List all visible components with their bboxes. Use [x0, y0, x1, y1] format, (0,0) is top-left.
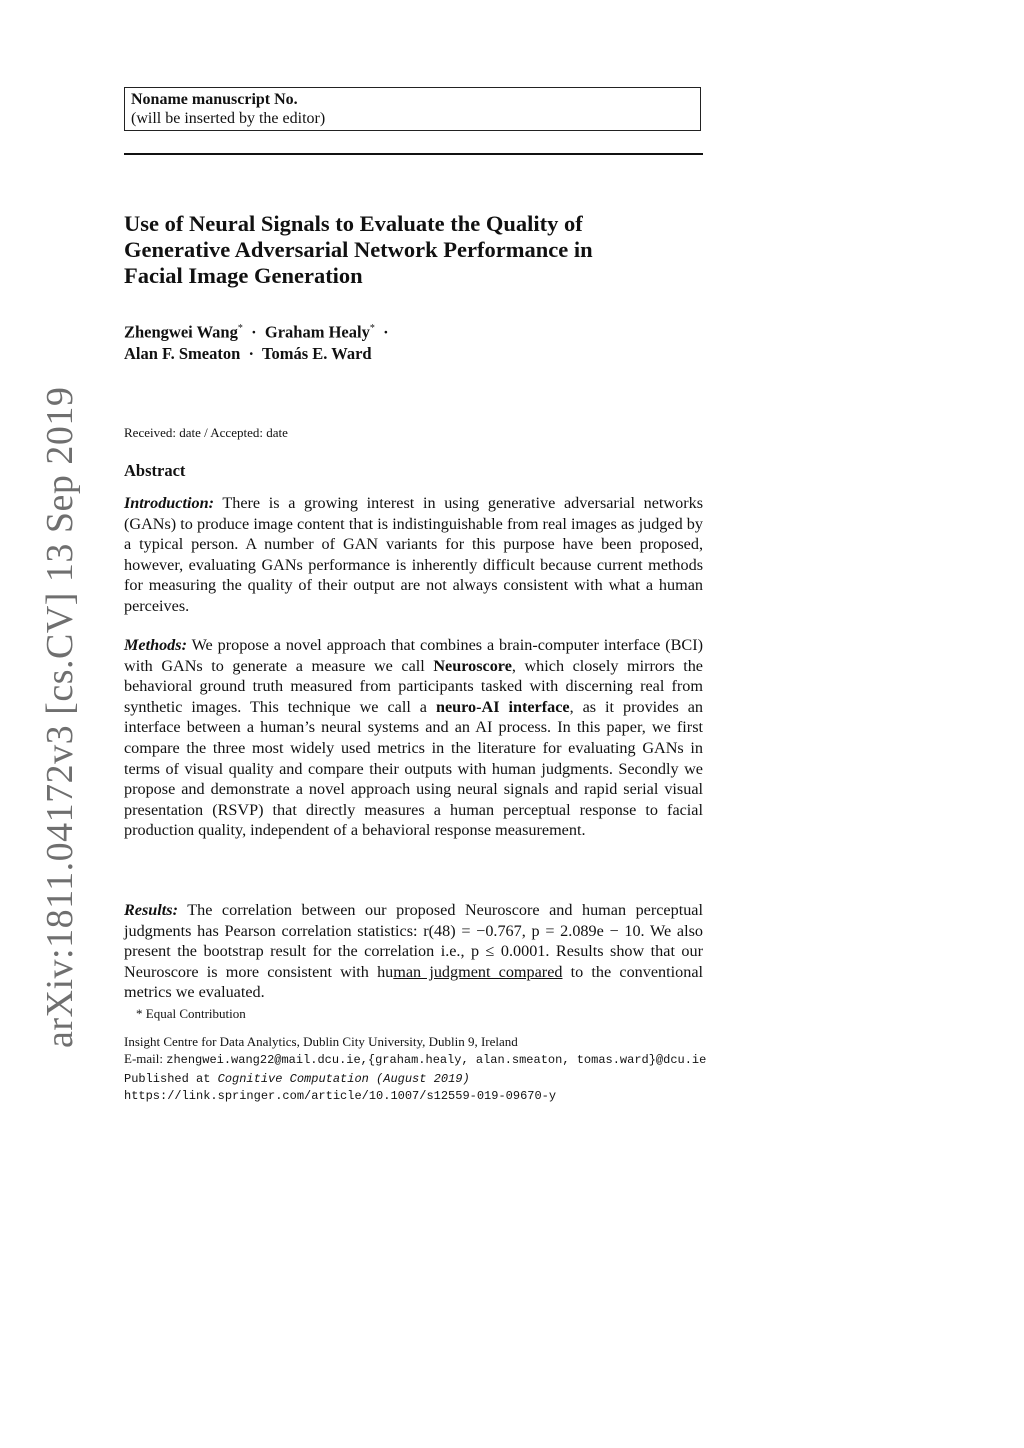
author-list [124, 318, 724, 364]
affiliation-block [124, 1033, 764, 1105]
paragraph-text: The correlation between our proposed Neuroscore and human perceptual judgments has Pearson correlation statistics: r(48) = −0.767, p = 2.089e − 10. We also present the bootstrap result for the correlation i.e., p ≤ 0.0001. Results show that our Neuroscore is more consistent with hu [124, 901, 703, 981]
author-line-2 [124, 343, 724, 364]
published-line [124, 1069, 764, 1088]
author-separator: · [248, 343, 255, 363]
equal-contribution-mark: * [369, 323, 375, 334]
title-line-2: Generative Adversarial Network Performance in [124, 237, 593, 262]
paragraph-text: We propose a novel approach that combines a brain-computer interface (BCI) with GANs to generate a measure we call [124, 636, 703, 675]
email-addresses[interactable]: zhengwei.wang22@mail.dcu.ie,{graham.healy, alan.smeaton, tomas.ward}@dcu.ie [166, 1053, 707, 1067]
received-date-line: Received: date / Accepted: date [124, 425, 288, 440]
paper-title [124, 211, 724, 289]
header-rule [124, 153, 703, 155]
paragraph-text: , as it provides an interface between a human’s neural systems and an AI process. In this paper, we first compare the three most widely used metrics in the literature for evaluating GANs in terms of visual quality and compare their outputs with human judgments. Secondly we propose and demonstrate a novel approach using neural signals and rapid serial visual presentation (RSVP) that directly measures a human perceptual response to facial production quality, independent of a behavioral response measurement. [124, 697, 703, 840]
abstract-results [124, 900, 703, 1003]
author-name: Tomás E. Ward [262, 343, 372, 363]
affiliation: Insight Centre for Data Analytics, Dublin City University, Dublin 9, Ireland [124, 1034, 518, 1049]
author-line-1 [124, 318, 724, 343]
paragraph-text: There is a growing interest in using generative adversarial networks (GANs) to produce image content that is indistinguishable from real images as judged by a typical person. A number of GAN variants for this purpose have been proposed, however, evaluating GANs performance is inherently difficult because current methods for measuring the quality of their output are not always consistent with what a human perceives. [124, 494, 703, 615]
author-separator: · [383, 322, 389, 342]
title-line-3: Facial Image Generation [124, 263, 363, 288]
paragraph-text: , which closely mirrors the behavioral ground truth measured from participants tasked with discerning real from synthetic images. This technique we call a [124, 656, 703, 716]
term-neuro-ai-interface: neuro-AI interface [435, 697, 570, 716]
abstract-heading: Abstract [124, 461, 186, 480]
email-line [124, 1050, 764, 1069]
author-name: Alan F. Smeaton [124, 343, 241, 363]
title-line-1: Use of Neural Signals to Evaluate the Quality of [124, 211, 583, 236]
author-name: Zhengwei Wang [124, 322, 238, 342]
author-separator: · [251, 322, 257, 342]
article-url-link[interactable]: https://link.springer.com/article/10.1007/s12559-019-09670-y [124, 1089, 557, 1103]
email-label: E-mail: [124, 1051, 167, 1066]
equal-contribution-mark: * [237, 323, 243, 334]
journal-name: Cognitive Computation (August 2019) [217, 1072, 470, 1086]
editor-note: (will be inserted by the editor) [131, 110, 326, 127]
published-prefix: Published at [124, 1072, 218, 1086]
arxiv-identifier-stamp: arXiv:1811.04172v3 [cs.CV] 13 Sep 2019 [39, 386, 81, 1048]
manuscript-number-box [124, 87, 701, 131]
abstract-introduction [124, 493, 703, 617]
abstract-methods [124, 635, 703, 841]
term-neuroscore: Neuroscore [433, 656, 512, 675]
section-label: Introduction: [124, 494, 214, 512]
equal-contribution-footnote: * Equal Contribution [136, 1006, 246, 1021]
manuscript-number-label: Noname manuscript No. [131, 91, 298, 108]
author-name: Graham Healy [264, 322, 370, 342]
section-label: Methods: [124, 636, 187, 654]
section-label: Results: [124, 901, 178, 919]
paragraph-text: to the conventional metrics we evaluated. [124, 962, 703, 1002]
underlined-text: man judgment compared [393, 962, 563, 981]
